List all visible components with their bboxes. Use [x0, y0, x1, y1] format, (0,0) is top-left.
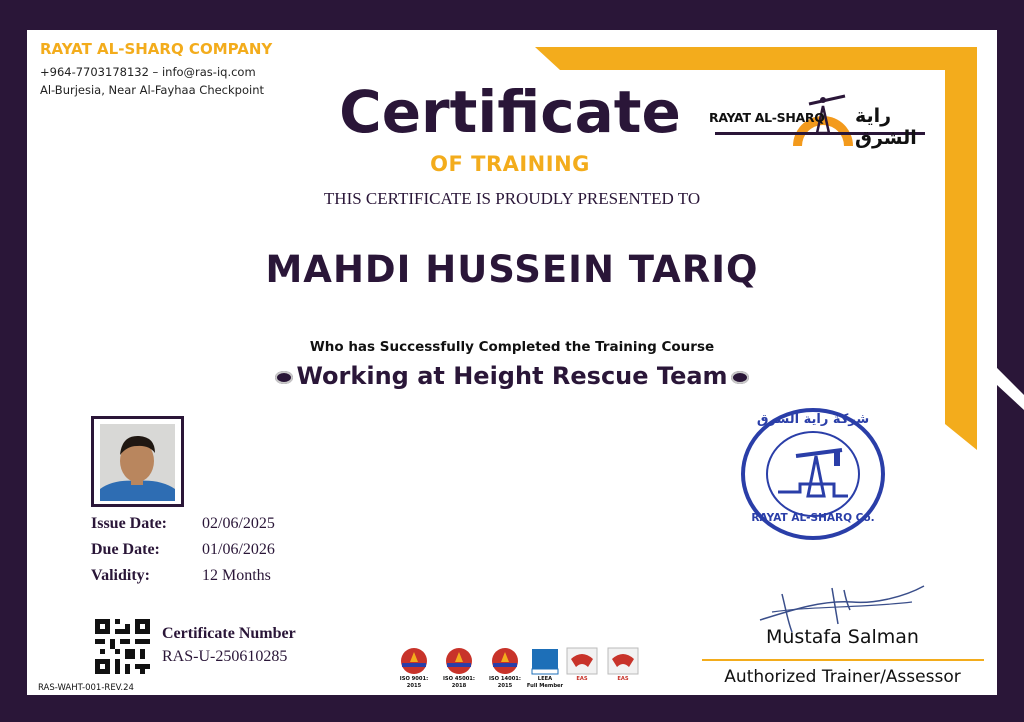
bullet-icon	[731, 371, 749, 384]
signer-role: Authorized Trainer/Assessor	[724, 667, 961, 687]
certificate-subtitle: OF TRAINING	[430, 152, 590, 176]
company-contact	[40, 63, 264, 99]
validity-value: 12 Months	[202, 567, 271, 584]
eas-badge	[607, 647, 643, 687]
logo-arabic-text: راية الشرق	[855, 105, 917, 149]
company-stamp	[738, 404, 888, 544]
completion-text: Who has Successfully Completed the Training Course	[309, 339, 715, 355]
badge-year: 2015	[497, 682, 513, 689]
badge-year: 2015	[406, 682, 422, 689]
certificate-number-label: Certificate Number	[162, 625, 296, 642]
iso-9001-badge	[396, 647, 432, 687]
company-address: Al-Burjesia, Near Al-Fayhaa Checkpoint	[40, 83, 264, 97]
presented-to-text: THIS CERTIFICATE IS PROUDLY PRESENTED TO	[323, 189, 701, 208]
form-code: RAS-WAHT-001-REV.24	[38, 683, 134, 693]
issue-date-value: 02/06/2025	[202, 515, 275, 532]
issue-date-label: Issue Date:	[91, 515, 167, 532]
iso-14001-badge	[487, 647, 523, 687]
badge-year: 2018	[451, 682, 467, 689]
iso-45001-badge	[441, 647, 477, 687]
badge-label: ISO 9001:	[399, 676, 429, 682]
certificate-number-value: RAS-U-250610285	[162, 648, 288, 665]
due-date-label: Due Date:	[91, 541, 160, 558]
bullet-icon	[275, 371, 293, 384]
qr-code	[95, 619, 150, 674]
badge-label: ISO 14001:	[488, 676, 521, 682]
company-name: RAYAT AL-SHARQ COMPANY	[40, 40, 273, 58]
badge-year: Full Member	[526, 682, 564, 689]
course-title	[212, 362, 812, 390]
stamp-arabic-text: شركة راية الشرق	[756, 412, 870, 427]
badge-label: ISO 45001:	[442, 676, 475, 682]
badge-label: EAS	[617, 676, 629, 682]
stamp-latin-text: RAYAT AL-SHARQ Co.	[751, 512, 875, 524]
logo-latin-text: RAYAT AL-SHARQ	[709, 110, 825, 125]
due-date-value: 01/06/2026	[202, 541, 275, 558]
badge-label: LEEA	[537, 676, 553, 682]
badge-label: EAS	[576, 676, 588, 682]
course-name: Working at Height Rescue Team	[296, 362, 728, 390]
company-phone-email: +964-7703178132 – info@ras-iq.com	[40, 65, 256, 79]
validity-label: Validity:	[91, 567, 150, 584]
signer-name: Mustafa Salman	[766, 626, 919, 648]
certificate-title: Certificate	[339, 78, 681, 146]
signature-line	[702, 659, 984, 661]
recipient-photo	[91, 416, 184, 507]
recipient-name: MAHDI HUSSEIN TARIQ	[265, 248, 759, 291]
